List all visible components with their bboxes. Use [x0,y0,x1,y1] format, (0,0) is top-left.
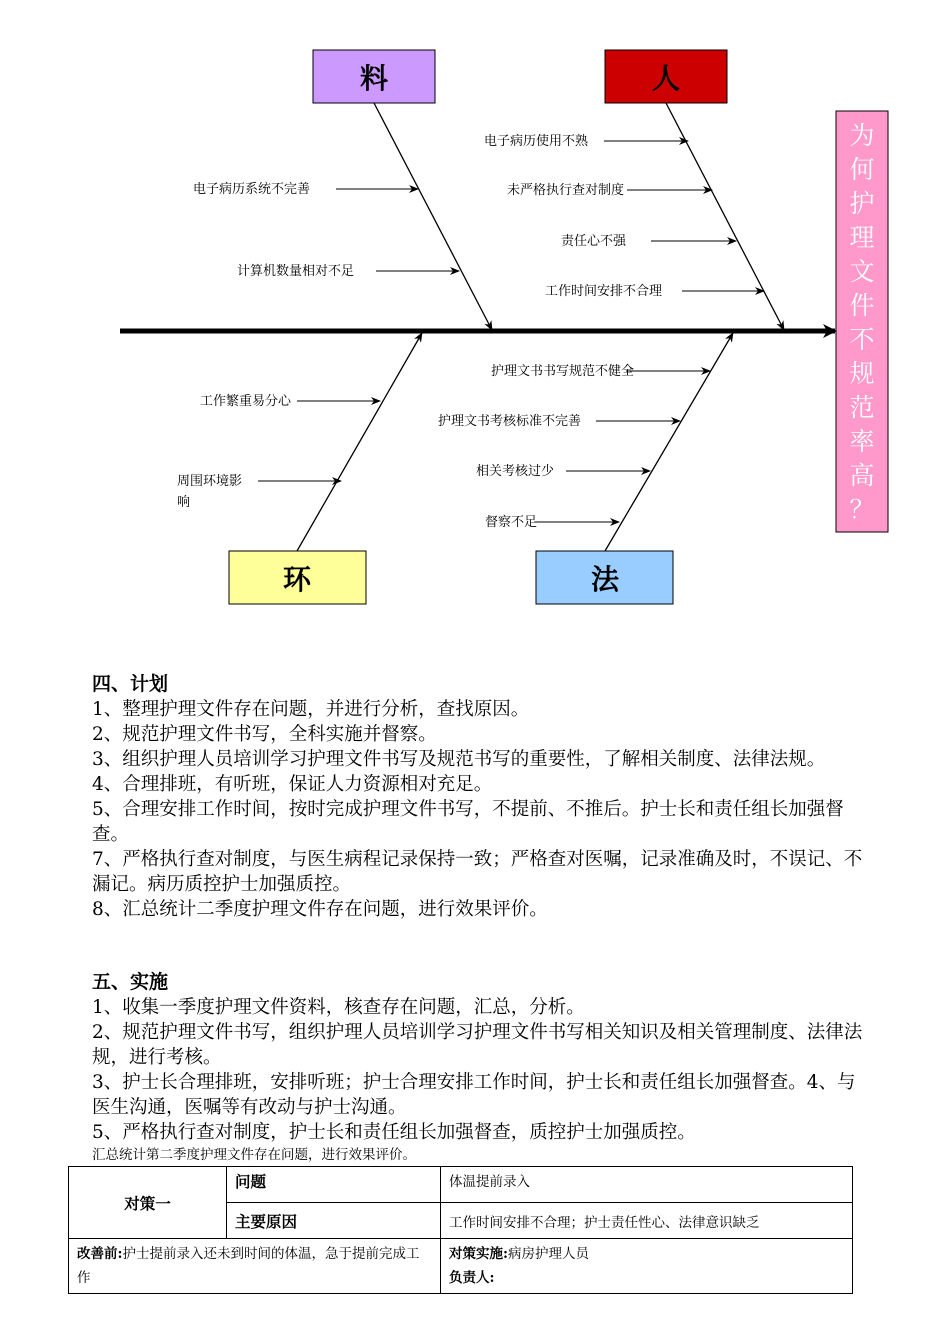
cause-label: 护理文书书写规范不健全 [491,364,635,379]
implementation-item: 2、规范护理文件书写，组织护理人员培训学习护理文件书写相关知识及相关管理制度、法律法规，进行考核。 [92,1022,863,1068]
cause-label: 工作时间安排不合理 [545,284,663,299]
effect-char: 率 [849,427,875,456]
cause-value: 工作时间安排不合理；护士责任性心、法律意识缺乏 [441,1203,853,1239]
implementation-value: 病房护理人员 [507,1246,589,1262]
plan-item: 1、整理护理文件存在问题，并进行分析，查找原因。 [92,699,530,720]
category-box-material [313,50,435,103]
implementation-label: 对策实施: [449,1246,508,1262]
effect-char: 文 [849,257,875,286]
effect-char: 为 [849,121,875,150]
before-label: 改善前: [77,1246,123,1262]
problem-value: 体温提前录入 [441,1167,853,1203]
implementation-item: 5、严格执行查对制度，护士长和责任组长加强督查，质控护士加强质控。 [92,1122,696,1143]
effect-box [836,111,888,532]
cause-label: 相关考核过少 [476,464,555,479]
category-box-method [536,551,673,604]
bone-environment [297,333,422,551]
plan-item: 4、合理排班，有听班，保证人力资源相对充足。 [92,774,493,795]
plan-item: 7、严格执行查对制度，与医生病程记录保持一致；严格查对医嘱，记录准确及时，不误记、不漏记。病历质控护士加强质控。 [92,849,863,895]
bone-material [374,103,492,330]
plan-item: 8、汇总统计二季度护理文件存在问题，进行效果评价。 [92,899,548,920]
effect-char: ？ [849,495,875,524]
plan-item: 5、合理安排工作时间，按时完成护理文件书写，不提前、不推后。护士长和责任组长加强督查。 [92,799,844,845]
category-label-people: 人 [651,62,681,95]
category-label-method: 法 [590,563,620,596]
before-value: 护士提前录入还未到时间的体温，急于提前完成工作 [77,1246,420,1286]
effect-char: 护 [849,189,875,218]
owner-label: 负责人: [449,1270,495,1286]
cause-label: 护理文书考核标准不完善 [438,414,582,429]
effect-char: 不 [849,325,875,354]
effect-char: 何 [849,155,875,184]
effect-char: 理 [849,223,875,252]
effect-char: 规 [849,359,875,388]
implementation-heading: 五、实施 [92,971,169,993]
implementation-section [92,969,872,1145]
cause-label: 计算机数量相对不足 [237,264,355,279]
plan-heading: 四、计划 [92,673,169,695]
cause-label: 未严格执行查对制度 [507,183,625,198]
bone-people [666,103,784,330]
cause-label: 督察不足 [485,515,538,530]
plan-item: 2、规范护理文件书写，全科实施并督察。 [92,724,437,745]
plan-section [92,671,872,922]
countermeasure-table [68,1166,853,1294]
problem-label: 问题 [227,1167,441,1203]
cause-label: 响 [177,495,191,510]
category-box-people [605,50,727,103]
cause-label: 电子病历系统不完善 [193,182,311,197]
cause-label: 责任心不强 [561,234,627,249]
fishbone-diagram [0,0,950,660]
effect-char: 范 [849,393,875,422]
implementation-item: 1、收集一季度护理文件资料，核查存在问题，汇总，分析。 [92,997,585,1018]
cause-label-cell: 主要原因 [227,1203,441,1239]
cause-label: 周围环境影 [177,474,243,489]
plan-item: 3、组织护理人员培训学习护理文件书写及规范书写的重要性，了解相关制度、法律法规。 [92,749,826,770]
category-label-environment: 环 [282,563,312,596]
before-cell [69,1239,441,1294]
implementation-item: 3、护士长合理排班，安排听班；护士合理安排工作时间，护士长和责任组长加强督查。4、与医生沟通，医嘱等有改动与护士沟通。 [92,1072,856,1118]
effect-char: 高 [849,461,875,490]
implementation-cell [441,1239,853,1294]
category-box-environment [229,551,366,604]
summary-note: 汇总统计第二季度护理文件存在问题，进行效果评价。 [92,1147,416,1163]
measure-label: 对策一 [69,1167,227,1239]
category-label-material: 料 [359,62,389,95]
cause-label: 工作繁重易分心 [200,394,292,409]
effect-char: 件 [849,291,875,320]
cause-label: 电子病历使用不熟 [484,134,589,149]
